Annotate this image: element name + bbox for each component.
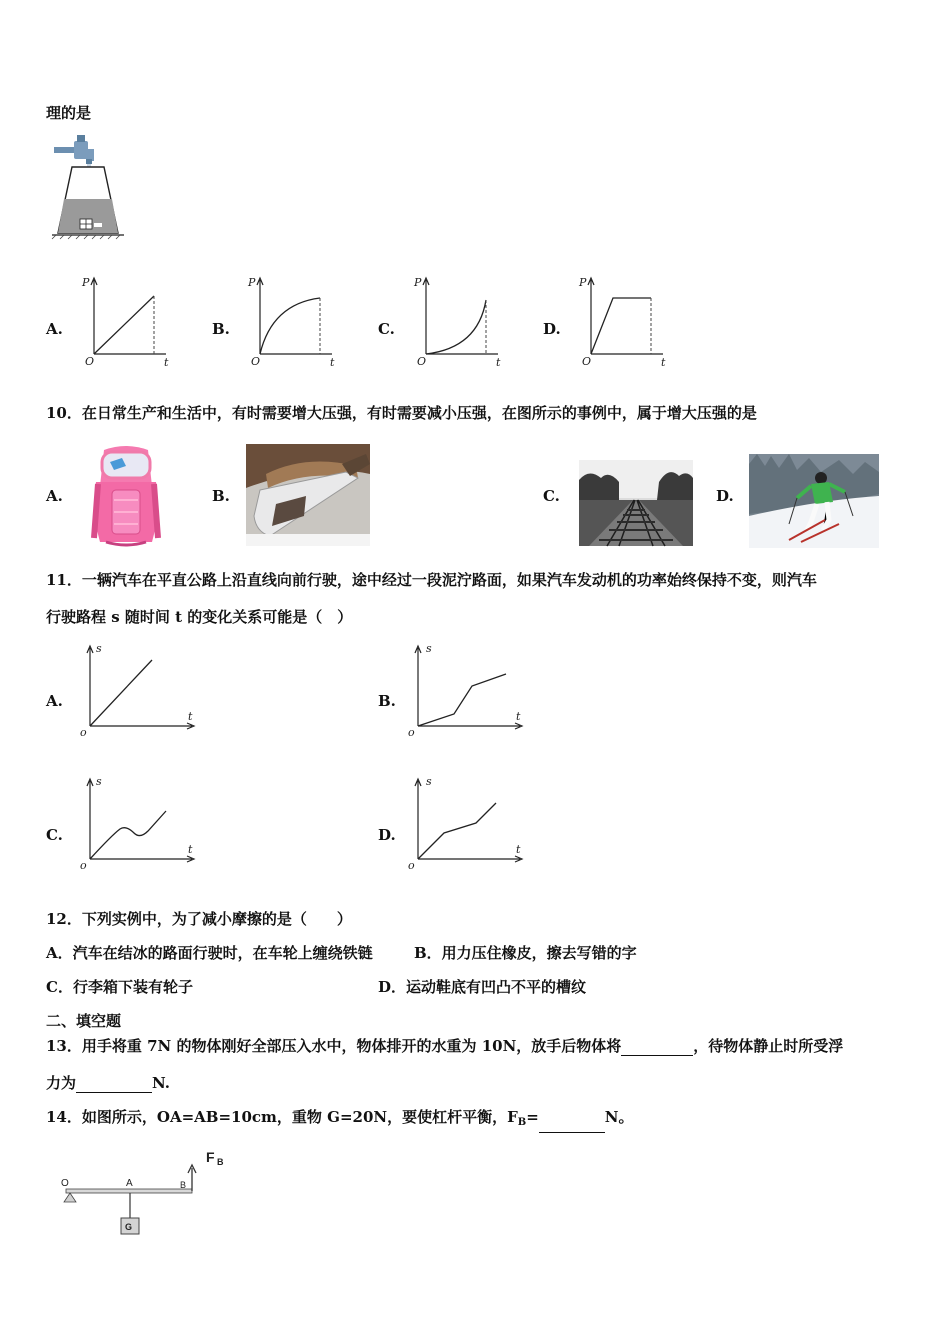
q11-question-line1: 11．一辆汽车在平直公路上沿直线向前行驶，途中经过一段泥泞路面，如果汽车发动机的功率始终保持不变，则汽车 — [46, 571, 817, 589]
q13-line1-part-a: 13．用手将重 7N 的物体刚好全部压入水中，物体排开的水重为 10N，放手后物体将 — [46, 1037, 622, 1055]
q12-option-b: B．用力压住橡皮，擦去写错的字 — [414, 944, 637, 962]
q13-line1-part-b: ，待物体静止时所受浮 — [693, 1037, 844, 1055]
q13-blank-2[interactable] — [76, 1076, 152, 1093]
q11a-axis-s: s — [96, 642, 102, 655]
lever-point-o: O — [61, 1178, 69, 1189]
q10-question-text: 10．在日常生产和生活中，有时需要增大压强，有时需要减小压强，在图所示的事例中，属于增大压强的是 — [46, 404, 757, 422]
q11-graph-c — [78, 773, 200, 873]
q11-option-b-label: B. — [378, 692, 396, 710]
weight-g-label: G — [125, 1222, 133, 1232]
q9a-axis-t: t — [164, 356, 169, 369]
q14-text-sub: B — [517, 1117, 527, 1128]
q9-graph-a — [82, 274, 174, 370]
q11-option-a-label: A. — [46, 692, 63, 710]
q9-graph-d — [579, 274, 671, 370]
q11b-axis-o: o — [408, 726, 415, 739]
q9-option-d-label: D. — [543, 320, 561, 338]
q11a-axis-t: t — [188, 710, 193, 723]
q11-question-line2: 行驶路程 s 随时间 t 的变化关系可能是（ ） — [46, 608, 353, 626]
q13-line2 — [46, 1073, 170, 1093]
q9c-axis-o: O — [417, 355, 427, 368]
q11-option-d-label: D. — [378, 826, 396, 844]
q9b-axis-t: t — [330, 356, 335, 369]
q9d-axis-o: O — [582, 355, 592, 368]
q9c-axis-t: t — [496, 356, 501, 369]
q9-option-c-label: C. — [378, 320, 395, 338]
railway-image — [579, 460, 693, 546]
q11c-axis-t: t — [188, 843, 193, 856]
q11-option-c-label: C. — [46, 826, 63, 844]
q13-blank-1[interactable] — [621, 1039, 693, 1056]
q9c-axis-p: P — [414, 276, 422, 289]
q14-blank[interactable] — [539, 1116, 605, 1133]
q12-option-a: A．汽车在结冰的路面行驶时，在车轮上缠绕铁链 — [46, 944, 373, 962]
q13-line2-part-a: 力为 — [46, 1074, 77, 1092]
q11-graph-d — [406, 773, 528, 873]
q11b-axis-s: s — [426, 642, 432, 655]
q9-graph-b — [248, 274, 340, 370]
q12-option-c: C．行李箱下装有轮子 — [46, 978, 193, 996]
q11-graph-a — [78, 640, 200, 740]
force-fb-sub: B — [217, 1157, 224, 1167]
q9a-axis-p: P — [82, 276, 90, 289]
q12-option-d: D．运动鞋底有凹凸不平的槽纹 — [378, 978, 587, 996]
q11b-axis-t: t — [516, 710, 521, 723]
q9-tail-text: 理的是 — [46, 104, 92, 122]
lever-figure — [56, 1146, 236, 1238]
faucet-container-figure — [52, 135, 124, 241]
q14-text-a: 14．如图所示，OA=AB=10cm，重物 G=20N，要使杠杆平衡，F — [46, 1108, 518, 1126]
skier-image — [749, 454, 879, 548]
q9-graph-c — [414, 274, 506, 370]
q10-option-c-label: C. — [543, 487, 560, 505]
q9d-axis-p: P — [579, 276, 587, 289]
lever-point-a: A — [126, 1178, 133, 1189]
q10-option-a-label: A. — [46, 487, 63, 505]
lever-point-b: B — [180, 1180, 187, 1190]
section-2-heading: 二、填空题 — [46, 1012, 122, 1030]
q13-line2-part-b: N. — [152, 1074, 170, 1092]
backpack-image — [80, 444, 172, 548]
knife-image — [246, 444, 370, 546]
q10-option-d-label: D. — [716, 487, 734, 505]
force-fb-label: F — [206, 1149, 215, 1165]
q14-text-b: = — [526, 1108, 539, 1126]
q11c-axis-o: o — [80, 859, 87, 872]
q10-option-b-label: B. — [212, 487, 230, 505]
q11d-axis-o: o — [408, 859, 415, 872]
q11d-axis-t: t — [516, 843, 521, 856]
q9b-axis-p: P — [248, 276, 256, 289]
q9d-axis-t: t — [661, 356, 666, 369]
q11c-axis-s: s — [96, 775, 102, 788]
q9-option-a-label: A. — [46, 320, 63, 338]
q11d-axis-s: s — [426, 775, 432, 788]
q9a-axis-o: O — [85, 355, 95, 368]
q14-text-c: N。 — [604, 1108, 634, 1126]
q11a-axis-o: o — [80, 726, 87, 739]
q13-line1 — [46, 1036, 843, 1056]
q11-graph-b — [406, 640, 528, 740]
q9b-axis-o: O — [251, 355, 261, 368]
q12-question-stem: 12．下列实例中，为了减小摩擦的是（ ） — [46, 910, 352, 928]
q14-question-text — [46, 1107, 634, 1133]
q9-option-b-label: B. — [212, 320, 230, 338]
